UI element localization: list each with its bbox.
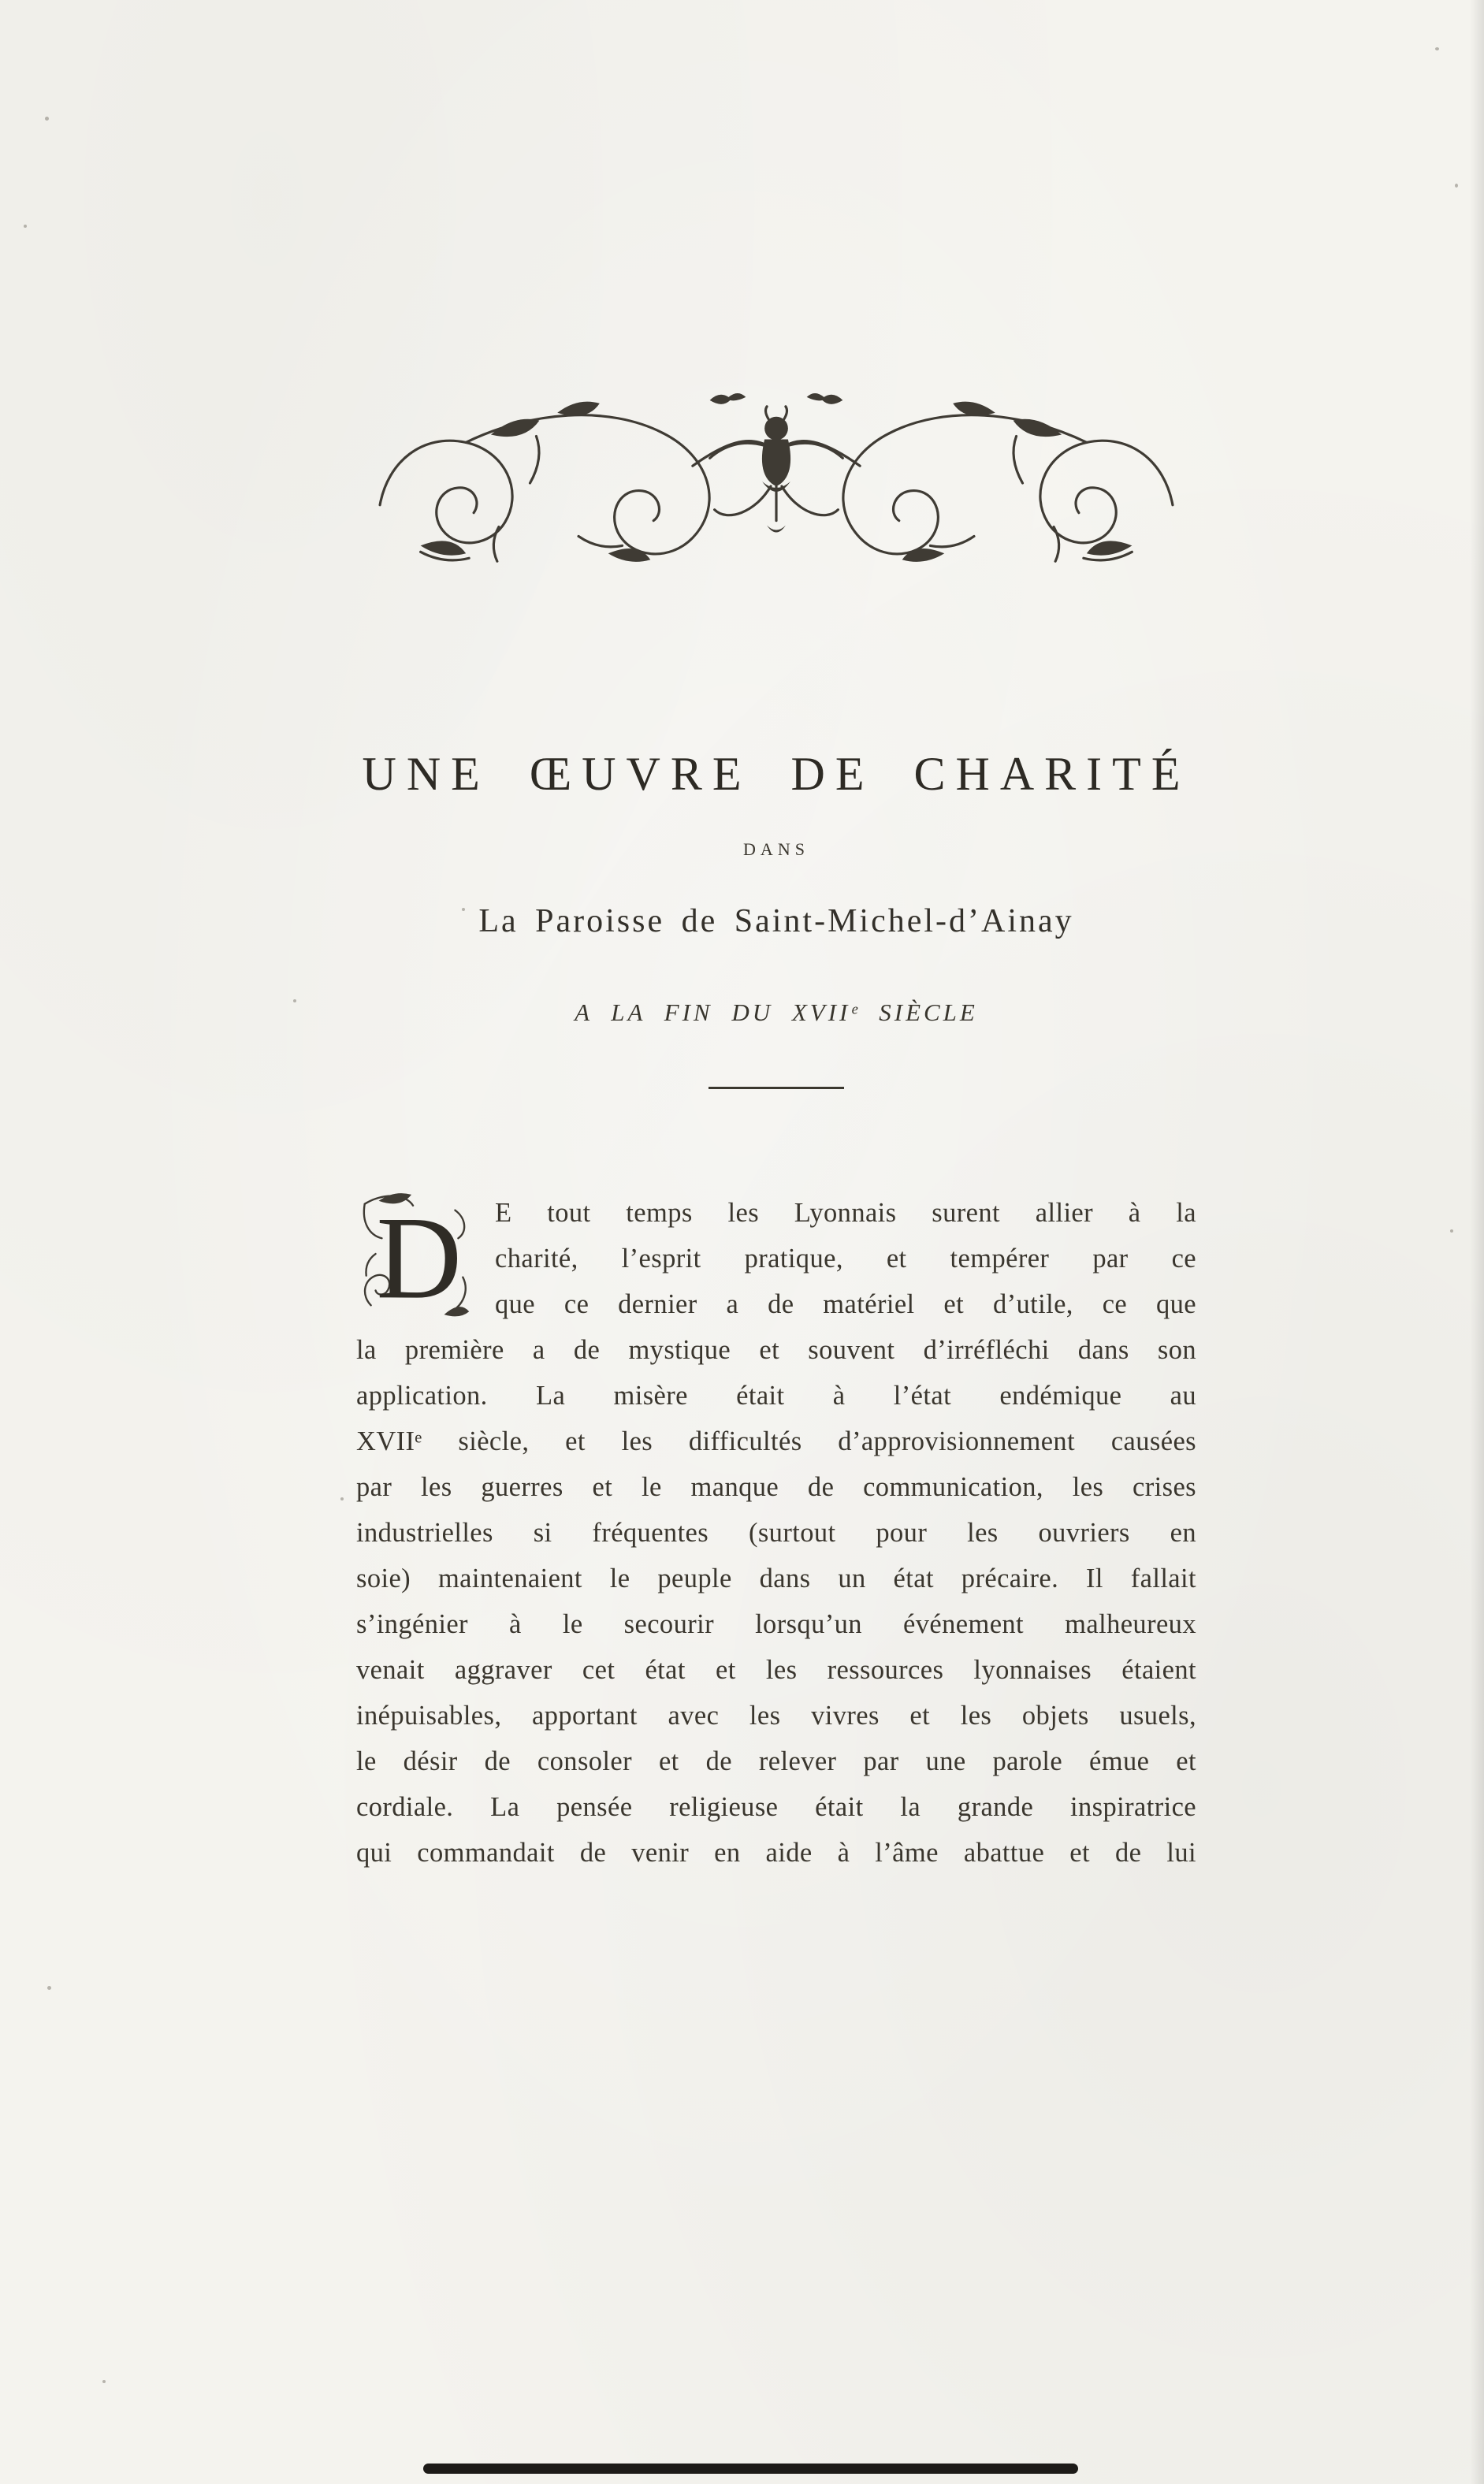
scan-speck xyxy=(45,117,49,121)
scan-speck xyxy=(1435,47,1439,50)
scan-speck xyxy=(24,225,27,228)
drop-cap-letter: D xyxy=(376,1192,463,1324)
paragraph-line: E tout temps les Lyonnais surent allier à la xyxy=(495,1198,1196,1228)
paragraph-line: soie) maintenaient le peuple dans un état précaire. Il fallait xyxy=(356,1564,1196,1593)
page-edge-shadow xyxy=(1470,0,1484,2484)
paragraph-line: par les guerres et le manque de communication, les crises xyxy=(356,1472,1196,1502)
central-figure-engraving xyxy=(710,407,843,533)
paragraph-line: qui commandait de venir en aide à l’âme abattue et de lui xyxy=(356,1838,1196,1868)
scan-speck xyxy=(340,1497,344,1500)
paragraph-line: venait aggraver cet état et les ressources lyonnaises étaient xyxy=(356,1655,1196,1685)
paragraph-line: la première a de mystique et souvent d’irréfléchi dans son xyxy=(356,1335,1196,1365)
subtitle-parish: La Paroisse de Saint-Michel-d’Ainay xyxy=(478,903,1074,939)
scan-speck xyxy=(47,1986,51,1990)
paragraph-line: XVIIᵉ siècle, et les difficultés d’approvisionnement causées xyxy=(356,1426,1196,1456)
scan-edge-artifact xyxy=(423,2464,1078,2474)
paragraph-line: application. La misère était à l’état endémique au xyxy=(356,1381,1196,1411)
page-title: UNE ŒUVRE DE CHARITÉ xyxy=(362,748,1191,800)
body-paragraph xyxy=(356,1190,1196,1876)
ornamental-drop-cap xyxy=(356,1187,474,1326)
scan-speck xyxy=(1450,1229,1453,1233)
divider-rule xyxy=(709,1087,844,1089)
paragraph-line: le désir de consoler et de relever par une parole émue et xyxy=(356,1746,1196,1776)
scan-speck xyxy=(293,999,296,1002)
paragraph-line: cordiale. La pensée religieuse était la grande inspiratrice xyxy=(356,1792,1196,1822)
paragraph-line: inépuisables, apportant avec les vivres et les objets usuels, xyxy=(356,1701,1196,1731)
paragraph-line: industrielles si fréquentes (surtout pour les ouvriers en xyxy=(356,1518,1196,1548)
scan-speck xyxy=(102,2380,106,2383)
header-ornament-engraving xyxy=(370,388,1183,583)
subtitle-connector: DANS xyxy=(743,839,809,859)
page-content-column xyxy=(356,0,1196,1876)
paragraph-line: que ce dernier a de matériel et d’utile, ce que xyxy=(495,1289,1196,1319)
scan-speck xyxy=(1455,184,1458,188)
date-line: A LA FIN DU XVIIᵉ SIÈCLE xyxy=(575,998,978,1026)
paragraph-line: charité, l’esprit pratique, et tempérer par ce xyxy=(495,1244,1196,1274)
paragraph-line: s’ingénier à le secourir lorsqu’un événement malheureux xyxy=(356,1609,1196,1639)
